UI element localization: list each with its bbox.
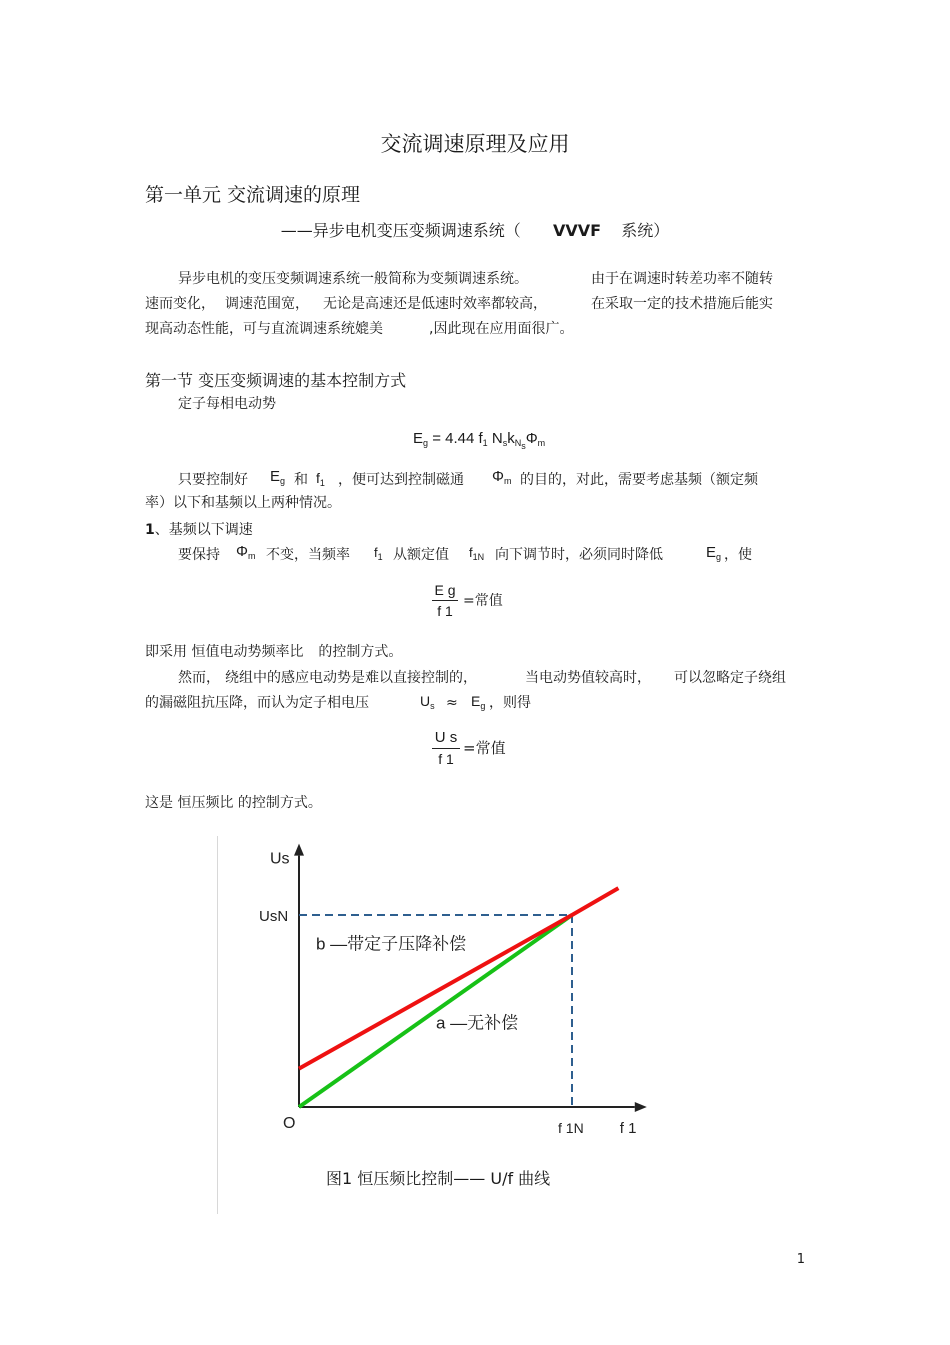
subtitle-vvvf: VVVF xyxy=(552,221,602,240)
intro-line-2d: 在采取一定的技术措施后能实 xyxy=(591,296,773,312)
figure-caption: 图1 恒压频比控制—— U/f 曲线 xyxy=(326,1169,551,1188)
subtitle-suffix: 系统） xyxy=(621,221,670,240)
page-number: 1 xyxy=(796,1252,805,1267)
document-title: 交流调速原理及应用 xyxy=(380,132,570,156)
para4-line2-a: 的漏磁阻抗压降，而认为定子相电压 xyxy=(145,695,369,711)
series-b-label: b —带定子压降补偿 xyxy=(316,934,467,954)
fraction-us-f1: U s f 1 xyxy=(432,729,460,768)
para2-a: 只要控制好 xyxy=(178,472,248,488)
x-axis-label: f 1 xyxy=(619,1120,637,1137)
para4-d: 可以忽略定子绕组 xyxy=(674,670,786,686)
symbol-f1n: $f_{1N}$ xyxy=(469,545,485,562)
series-a-label: a —无补偿 xyxy=(436,1013,519,1033)
para2-b: 和 xyxy=(294,472,308,488)
symbol-phim: $\Phi_m$ xyxy=(492,468,512,486)
origin-label: O xyxy=(283,1115,296,1132)
intro-line-2c: 无论是高速还是低速时效率都较高， xyxy=(323,296,547,312)
intro-line-3a: 现高动态性能，可与直流调速系统媲美 xyxy=(145,321,383,337)
para3-e: ，使 xyxy=(724,547,752,563)
para4-c: 当电动势值较高时， xyxy=(525,670,651,686)
para2-line2: 率）以下和基频以上两种情况。 xyxy=(145,495,341,511)
para3-a: 要保持 xyxy=(178,547,220,563)
intro-line-3b: ,因此现在应用面很广。 xyxy=(429,321,574,337)
symbol-f1-2: $f_1$ xyxy=(374,545,383,562)
symbol-phim-2: $\Phi_m$ xyxy=(236,543,256,561)
symbol-f1: $f_1$ xyxy=(316,470,325,488)
intro-line-2a: 速而变化， xyxy=(145,296,215,312)
y-tick-label: UsN xyxy=(259,908,289,925)
para4-b: 绕组中的感应电动势是难以直接控制的， xyxy=(225,670,477,686)
para4-a: 然而， xyxy=(178,670,220,686)
approx-sign: ≈ xyxy=(446,695,458,711)
fraction-eg-f1: E g f 1 xyxy=(432,581,458,620)
symbol-eg: $E_g$ xyxy=(270,468,286,486)
x-axis-arrow xyxy=(635,1102,647,1112)
symbol-eg-2: $E_g$ xyxy=(706,544,722,562)
method2-line: 这是 恒压频比 的控制方式。 xyxy=(145,795,322,811)
section-heading: 第一节 变压变频调速的基本控制方式 xyxy=(145,371,407,390)
para3-b: 不变，当频率 xyxy=(266,547,350,563)
para2-d: 的目的，对此，需要考虑基频（额定频 xyxy=(520,472,758,488)
method1-line: 即采用 恒值电动势频率比 的控制方式。 xyxy=(145,644,403,660)
para3-c: 从额定值 xyxy=(393,547,449,563)
case1-heading: 1、基频以下调速 xyxy=(145,522,253,538)
intro-line-1a: 异步电机的变压变频调速系统一般简称为变频调速系统。 xyxy=(178,271,528,287)
emf-equation: $E_g = 4.44$ $f_1$ $N_sk_{N_s}\Phi_m$ xyxy=(413,430,546,451)
symbol-us: $U_s$ xyxy=(420,693,435,711)
emf-label: 定子每相电动势 xyxy=(178,396,276,412)
symbol-eg-3: $E_g$ xyxy=(471,693,486,711)
y-axis-arrow xyxy=(294,844,304,856)
fraction2-rhs: =常值 xyxy=(463,739,506,757)
para2-c: ，便可达到控制磁通 xyxy=(338,472,464,488)
subtitle-prefix: ——异步电机变压变频调速系统（ xyxy=(280,221,521,240)
unit-heading: 第一单元 交流调速的原理 xyxy=(145,184,361,206)
para4-line2-b: ，则得 xyxy=(489,695,531,711)
intro-line-1b: 由于在调速时转差功率不随转 xyxy=(591,271,773,287)
x-tick-label: f 1N xyxy=(558,1120,584,1136)
fraction1-rhs: =常值 xyxy=(463,593,503,609)
intro-line-2b: 调速范围宽， xyxy=(225,296,309,312)
para3-d: 向下调节时，必须同时降低 xyxy=(495,547,663,563)
y-axis-label: Us xyxy=(270,850,290,868)
